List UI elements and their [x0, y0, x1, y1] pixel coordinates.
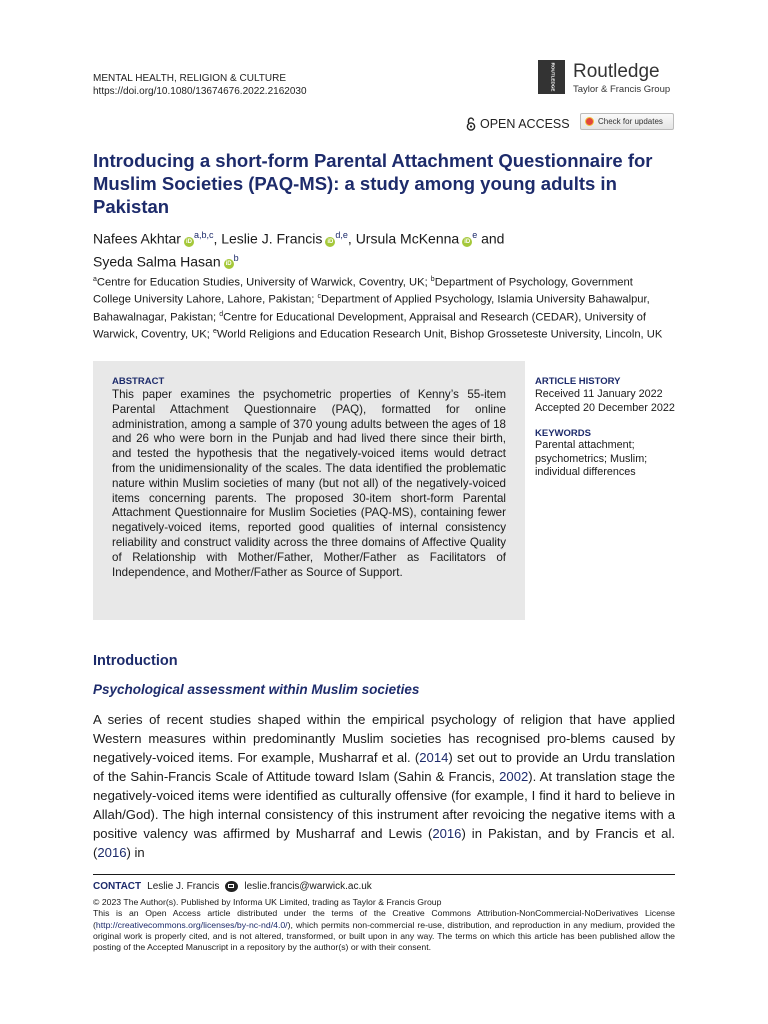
orcid-icon[interactable]: iD	[327, 238, 334, 245]
body-text-run: A series of recent studies shaped within the empirical psychology of religion that have applied Western measures within predominantly Muslim societies has recognised pro-blems caused by negatively-voiced items. For example, Musharraf et al. (	[93, 712, 675, 765]
article-title: Introducing a short-form Parental Attachment Questionnaire for Muslim Societies (PAQ-MS): a study among young adults in Pakistan	[93, 150, 653, 217]
author-affiliation-marker: e	[472, 230, 478, 240]
affiliation-marker: c	[317, 293, 321, 301]
author-list	[93, 226, 683, 271]
orcid-icon[interactable]: iD	[185, 238, 192, 245]
journal-header	[93, 72, 307, 98]
author-affiliation-marker: a,b,c	[193, 230, 214, 240]
body-text-run: ) in	[126, 845, 145, 860]
affiliation-marker: d	[219, 310, 224, 318]
publisher-name: Routledge	[573, 61, 660, 82]
citation-link[interactable]: 2002	[499, 769, 529, 784]
journal-name: MENTAL HEALTH, RELIGION & CULTURE	[93, 73, 286, 84]
open-access-label: OPEN ACCESS	[480, 117, 570, 131]
author-name[interactable]: Leslie J. Francis	[221, 230, 323, 247]
accepted-date: Accepted 20 December 2022	[535, 401, 675, 414]
doi-link[interactable]: https://doi.org/10.1080/13674676.2022.2162030	[93, 86, 307, 97]
section-heading: Introduction	[93, 653, 178, 669]
email-icon	[225, 881, 238, 892]
open-access-lock-icon	[466, 117, 476, 131]
affiliation-text: World Religions and Education Research Unit, Bishop Grosseteste University, Lincoln, UK	[216, 328, 663, 341]
orcid-icon[interactable]: iD	[225, 261, 232, 268]
open-access-badge	[466, 117, 570, 131]
affiliation-text: Department of Psychology, Government College University Lahore, Lahore, Pakistan;	[93, 276, 633, 307]
affiliation-text: Centre for Education Studies, University of Warwick, Coventry, UK;	[96, 276, 431, 289]
publisher-subtitle: Taylor & Francis Group	[573, 84, 671, 95]
check-updates-icon	[585, 117, 594, 126]
license-text-run: ), which permits non-commercial re-use, distribution, and reproduction in any medium, provided the original work is properly cited, and is not altered, transformed, or built upon in any way. The terms on which this article has been published allow the posting of the Accepted Manuscript in a repository by the author(s) or with their consent.	[93, 919, 675, 953]
routledge-mark-icon	[538, 60, 565, 94]
contact-name: Leslie J. Francis	[147, 881, 220, 892]
body-text-run: ). At translation stage the negatively-voiced items were identified as culturally offensive (for example, I find it hard to believe in Allah/God). The high internal consistency of this instrument after revoicing the negative items with a positive valency was affirmed by Musharraf and Lewis (	[93, 769, 675, 841]
affiliation-marker: e	[212, 327, 217, 335]
body-paragraph	[93, 710, 675, 862]
author-name[interactable]: Syeda Salma Hasan	[93, 253, 221, 270]
license-link[interactable]: http://creativecommons.org/licenses/by-nc-nd/4.0/	[95, 919, 288, 930]
author-name[interactable]: Ursula McKenna	[355, 230, 460, 247]
contact-line	[93, 881, 372, 892]
license-text	[93, 908, 675, 953]
author-separator: ,	[213, 230, 222, 247]
author-name[interactable]: Nafees Akhtar	[93, 230, 181, 247]
citation-link[interactable]: 2016	[97, 845, 127, 860]
citation-link[interactable]: 2016	[432, 826, 462, 841]
author-separator: ,	[347, 230, 356, 247]
routledge-logo	[538, 58, 688, 98]
article-history	[535, 388, 675, 415]
keywords-text: Parental attachment; psychometrics; Muslim; individual differences	[535, 439, 648, 478]
copyright-notice	[93, 897, 675, 953]
author-affiliation-marker: d,e	[335, 230, 348, 240]
affiliation-text: Department of Applied Psychology, Islamia University Bahawalpur, Bahawalnagar, Pakistan;	[93, 294, 650, 324]
keywords-heading: KEYWORDS	[535, 428, 591, 439]
check-updates-label: Check for updates	[598, 117, 663, 126]
author-affiliation-marker: b	[233, 252, 239, 263]
routledge-mark-text: ROUTLEDGE	[550, 62, 556, 92]
orcid-icon[interactable]: iD	[464, 238, 471, 245]
body-text-run: ) set out to provide an Urdu translation of the Sahin-Francis Scale of Attitude toward Islam (Sahin & Francis,	[93, 750, 675, 784]
citation-link[interactable]: 2014	[419, 750, 449, 765]
article-history-heading: ARTICLE HISTORY	[535, 376, 621, 387]
footer-divider	[93, 874, 675, 875]
affiliation-marker: b	[430, 276, 435, 283]
abstract-heading: ABSTRACT	[112, 376, 165, 387]
license-text-run: This is an Open Access article distributed under the terms of the Creative Commons Attribution-NonCommercial-NoDerivatives License (	[93, 908, 675, 930]
affiliation-marker: a	[93, 276, 97, 283]
affiliation-text: Centre for Educational Development, Appraisal and Research (CEDAR), University of Warwick, Coventry, UK;	[93, 311, 647, 341]
check-updates-button[interactable]	[580, 113, 674, 130]
subsection-heading: Psychological assessment within Muslim societies	[93, 682, 420, 697]
contact-email[interactable]: leslie.francis@warwick.ac.uk	[244, 881, 372, 892]
body-text-run: ) in Pakistan, and by Francis et al. (	[93, 826, 675, 860]
contact-label: CONTACT	[93, 881, 142, 892]
author-and: and	[477, 230, 505, 247]
received-date: Received 11 January 2022	[535, 388, 663, 400]
abstract-text: This paper examines the psychometric properties of Kenny’s 55-item Parental Attachment Questionnaire (PAQ), formatted for online administration, among a sample of 370 young adults between the ages of 18 and 26 who were born in the Punjab and had lived there since their birth, and tested the hypothesis that the negatively-voiced items would detract from the unidimensionality of the scales. The data identified the problematic nature within Muslim societies of many (but not all) of the negatively-voiced items concerning parents. The proposed 30-item short-form Parental Attachment Questionnaire for Muslim Societies (PAQ-MS), containing fewer negatively-voiced items, reported good qualities of internal consistency reliability and construct validity across the three domains of Affective Quality of Relationship with Mother/Father, Mother/Father as Facilitators of Independence, and Mother/Father as Source of Support.	[112, 388, 506, 579]
copyright-line: © 2023 The Author(s). Published by Informa UK Limited, trading as Taylor & Francis Group	[93, 897, 442, 907]
affiliations	[93, 273, 668, 342]
